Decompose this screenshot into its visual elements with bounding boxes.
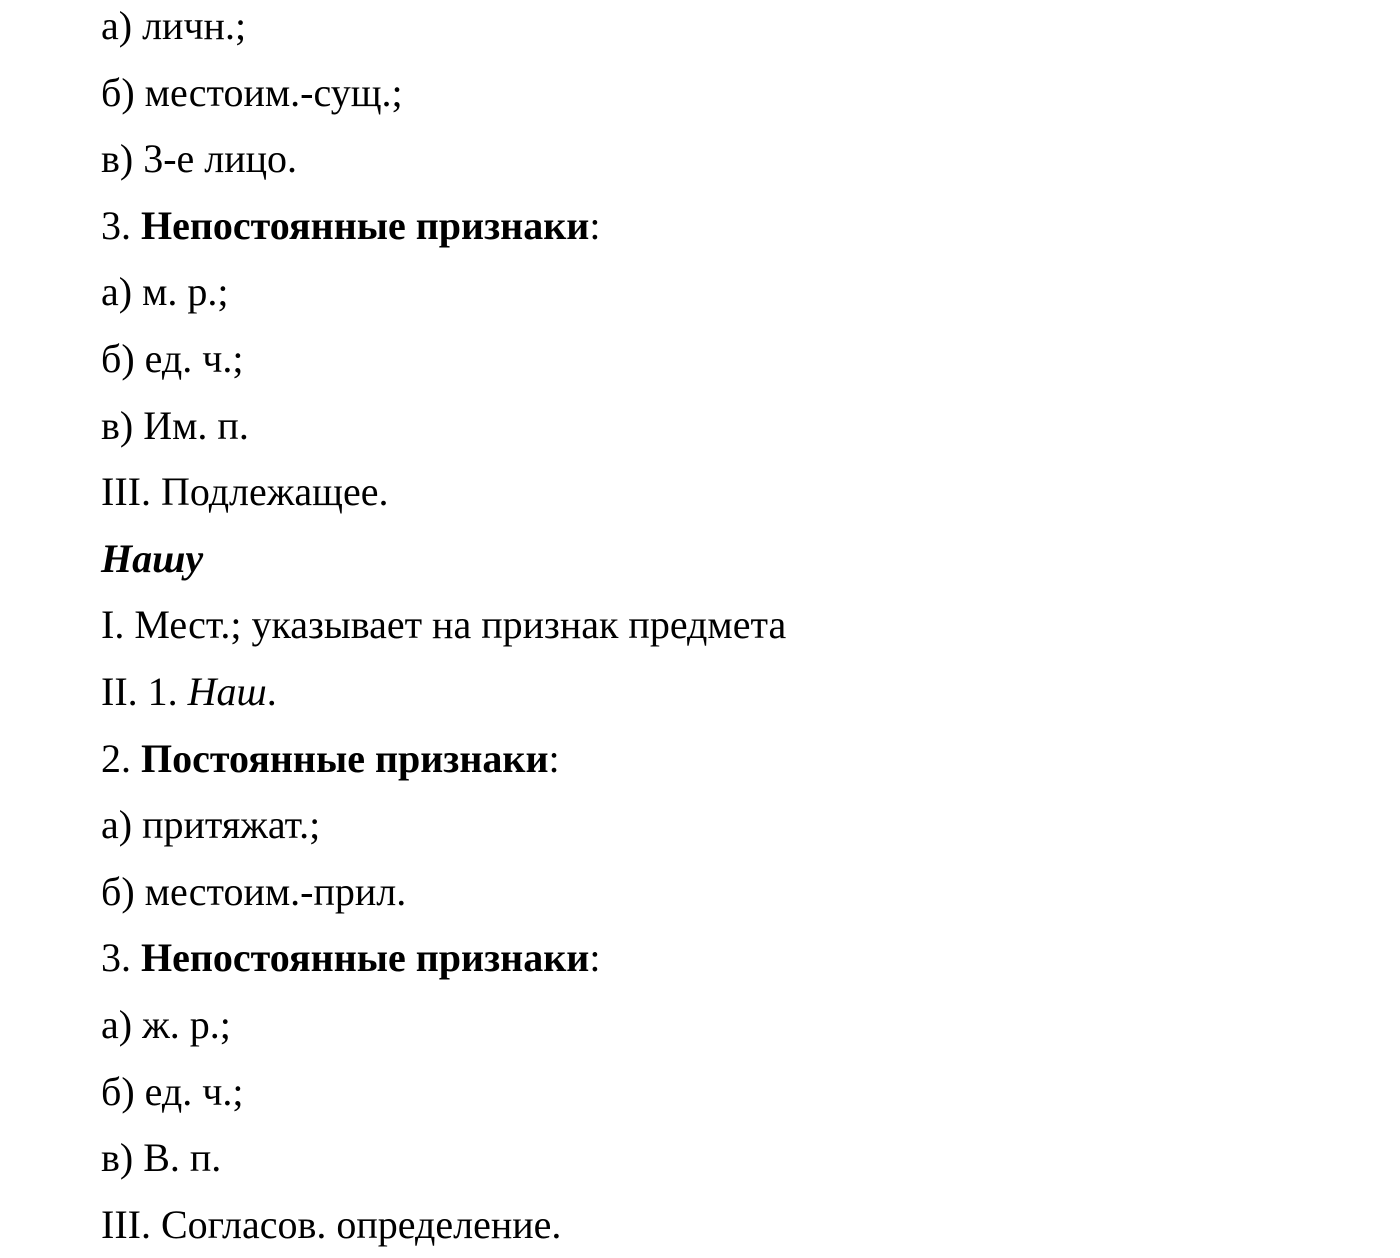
text-line: в) В. п. bbox=[101, 1135, 222, 1181]
section-heading-line bbox=[101, 193, 1381, 260]
section-term: Постоянные признаки bbox=[141, 735, 549, 781]
colon: : bbox=[589, 935, 601, 981]
word-heading-text: Нашу bbox=[101, 535, 204, 581]
text-line: б) ед. ч.; bbox=[101, 1068, 244, 1114]
text-line: а) ж. р.; bbox=[101, 1001, 231, 1047]
colon: : bbox=[589, 202, 601, 248]
text-line: б) ед. ч.; bbox=[101, 335, 244, 381]
section-number: II. 1. bbox=[101, 668, 188, 714]
text-line: б) местоим.-сущ.; bbox=[101, 69, 403, 115]
colon: : bbox=[548, 735, 560, 781]
text-line: в) 3-е лицо. bbox=[101, 136, 298, 182]
period: . bbox=[266, 668, 277, 714]
text-line: в) Им. п. bbox=[101, 402, 249, 448]
text-line: а) м. р.; bbox=[101, 269, 229, 315]
text-line: III. Подлежащее. bbox=[101, 469, 389, 515]
initial-form-word: Наш bbox=[187, 668, 267, 714]
section-heading-line bbox=[101, 925, 1381, 992]
section-term: Непостоянные признаки bbox=[141, 935, 590, 981]
text-line: III. Согласов. определение. bbox=[101, 1201, 562, 1247]
document-page bbox=[101, 0, 1381, 1258]
section-term: Непостоянные признаки bbox=[141, 202, 590, 248]
text-line: а) притяжат.; bbox=[101, 802, 321, 848]
text-line: б) местоим.-прил. bbox=[101, 868, 407, 914]
section-number: 3. bbox=[101, 935, 141, 981]
initial-form-line bbox=[101, 659, 1381, 726]
text-line: а) личн.; bbox=[101, 3, 247, 48]
section-number: 3. bbox=[101, 202, 141, 248]
text-line: I. Мест.; указывает на признак предмета bbox=[101, 602, 787, 648]
section-number: 2. bbox=[101, 735, 141, 781]
word-heading bbox=[101, 526, 1381, 593]
section-heading-line bbox=[101, 726, 1381, 793]
